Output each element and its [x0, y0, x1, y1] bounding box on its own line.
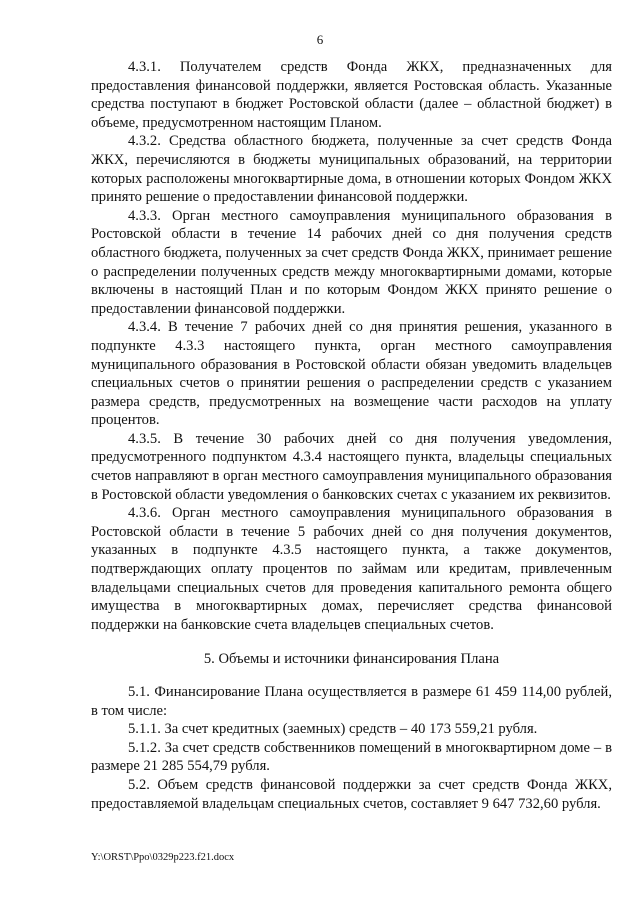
paragraph-4-3-5: 4.3.5. В течение 30 рабочих дней со дня получения уведомления, предусмотренного подпунктом 4.3.4 настоящего пункта, владельцы специальных счетов направляют в орган местного самоуправления муниципального образования в Ростовской области уведомления о банковских счетах с указанием их реквизитов. — [91, 430, 612, 503]
paragraph-4-3-6: 4.3.6. Орган местного самоуправления муниципального образования в Ростовской области в течение 5 рабочих дней со дня получения документов, указанных в подпункте 4.3.5 настоящего пункта, а также документов, подтверждающих оплату процентов по займам или кредитам, привлеченным владельцами специальных счетов для проведения капитального ремонта общего имущества в многоквартирных домах, перечисляет средства финансовой поддержки на банковские счета владельцев специальных счетов. — [91, 505, 612, 633]
paragraph-5-1-1: 5.1.1. За счет кредитных (заемных) средств – 40 173 559,21 рубля. — [128, 721, 538, 738]
paragraph-4-3-3: 4.3.3. Орган местного самоуправления муниципального образования в Ростовской области в течение 14 рабочих дней со дня получения средств областного бюджета, полученных за счет средств Фонда ЖКХ, принимает решение о распределении полученных средств между многоквартирными домами, которые включены в настоящий План и по которым Фондом ЖКХ принято решение о предоставлении финансовой поддержки. — [91, 207, 612, 317]
paragraph-5-1: 5.1. Финансирование Плана осуществляется в размере 61 459 114,00 рублей, в том числе: — [91, 684, 612, 719]
section-heading: 5. Объемы и источники финансирования Плана — [203, 651, 500, 668]
document-body — [91, 58, 612, 813]
paragraph-5-2: 5.2. Объем средств финансовой поддержки за счет средств Фонда ЖКХ, предоставляемой владельцам специальных счетов, составляет 9 647 732,60 рубля. — [91, 776, 612, 812]
paragraph-5-1-2: 5.1.2. За счет средств собственников помещений в многоквартирном доме – в размере 21 285 554,79 рубля. — [91, 739, 612, 775]
footer-file-path: Y:\ORST\Ppo\0329p223.f21.docx — [91, 852, 235, 863]
paragraph-4-3-1: 4.3.1. Получателем средств Фонда ЖКХ, предназначенных для предоставления финансовой поддержки, является Ростовская область. Указанные средства поступают в бюджет Ростовской области (далее – областной бюджет) в объеме, предусмотренном настоящим Планом. — [91, 59, 612, 131]
paragraph-4-3-4: 4.3.4. В течение 7 рабочих дней со дня принятия решения, указанного в подпункте 4.3.3 настоящего пункта, орган местного самоуправления муниципального образования в Ростовской области обязан уведомить владельцев специальных счетов о принятии решения о распределении средств с указанием размера средств, предусмотренных на возмещение части расходов на уплату процентов. — [91, 319, 612, 429]
paragraph-4-3-2: 4.3.2. Средства областного бюджета, полученные за счет средств Фонда ЖКХ, перечисляются в бюджеты муниципальных образований, на территории которых расположены многоквартирные дома, в отношении которых Фондом ЖКХ принято решение о предоставлении финансовой поддержки. — [91, 133, 612, 206]
page-number: 6 — [316, 32, 324, 47]
